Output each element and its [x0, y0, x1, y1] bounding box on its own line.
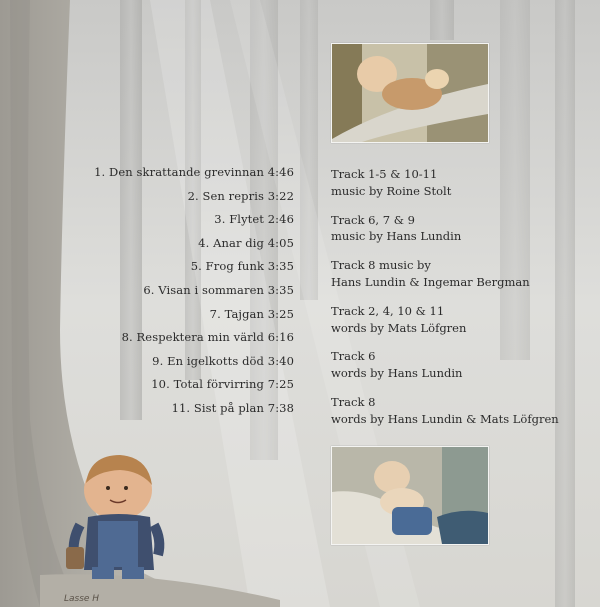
credit-author: words by Hans Lundin & Mats Löfgren	[331, 411, 559, 426]
track-item: 5. Frog funk 3:35	[190, 259, 294, 274]
bottom-illustration-photo	[331, 446, 489, 545]
credit-tracks: Track 6, 7 & 9	[331, 212, 415, 227]
top-illustration-photo	[331, 43, 489, 143]
track-item: 8. Respektera min värld 6:16	[121, 330, 294, 345]
credit-entry	[331, 394, 591, 428]
credit-author: music by Hans Lundin	[331, 229, 462, 244]
artist-signature: Lasse H	[64, 594, 100, 604]
credit-entry	[331, 303, 591, 337]
credit-tracks: Track 8	[331, 394, 376, 409]
track-item: 3. Flytet 2:46	[214, 212, 294, 227]
track-item: 10. Total förvirring 7:25	[151, 377, 294, 392]
track-item: 6. Visan i sommaren 3:35	[143, 282, 294, 297]
credit-entry	[331, 212, 591, 246]
credit-entry	[331, 166, 591, 200]
credit-entry	[331, 257, 591, 291]
credit-tracks: Track 8 music by	[331, 258, 431, 273]
credit-author: words by Mats Löfgren	[331, 320, 467, 335]
credit-tracks: Track 6	[331, 349, 376, 364]
credit-author: Hans Lundin & Ingemar Bergman	[331, 274, 530, 289]
credit-entry	[331, 348, 591, 382]
track-item: 4. Anar dig 4:05	[198, 235, 294, 250]
credits-block	[331, 166, 591, 440]
credit-author: words by Hans Lundin	[331, 366, 463, 381]
credit-author: music by Roine Stolt	[331, 183, 452, 198]
track-item: 9. En igelkotts död 3:40	[152, 353, 294, 368]
track-item: 2. Sen repris 3:22	[187, 188, 294, 203]
track-list	[60, 166, 294, 426]
credit-tracks: Track 1-5 & 10-11	[331, 167, 438, 181]
track-item: 11. Sist på plan 7:38	[171, 400, 294, 415]
track-item: 7. Tajgan 3:25	[209, 306, 294, 321]
track-item: 1. Den skrattande grevinnan 4:46	[94, 165, 294, 179]
credit-tracks: Track 2, 4, 10 & 11	[331, 303, 445, 318]
